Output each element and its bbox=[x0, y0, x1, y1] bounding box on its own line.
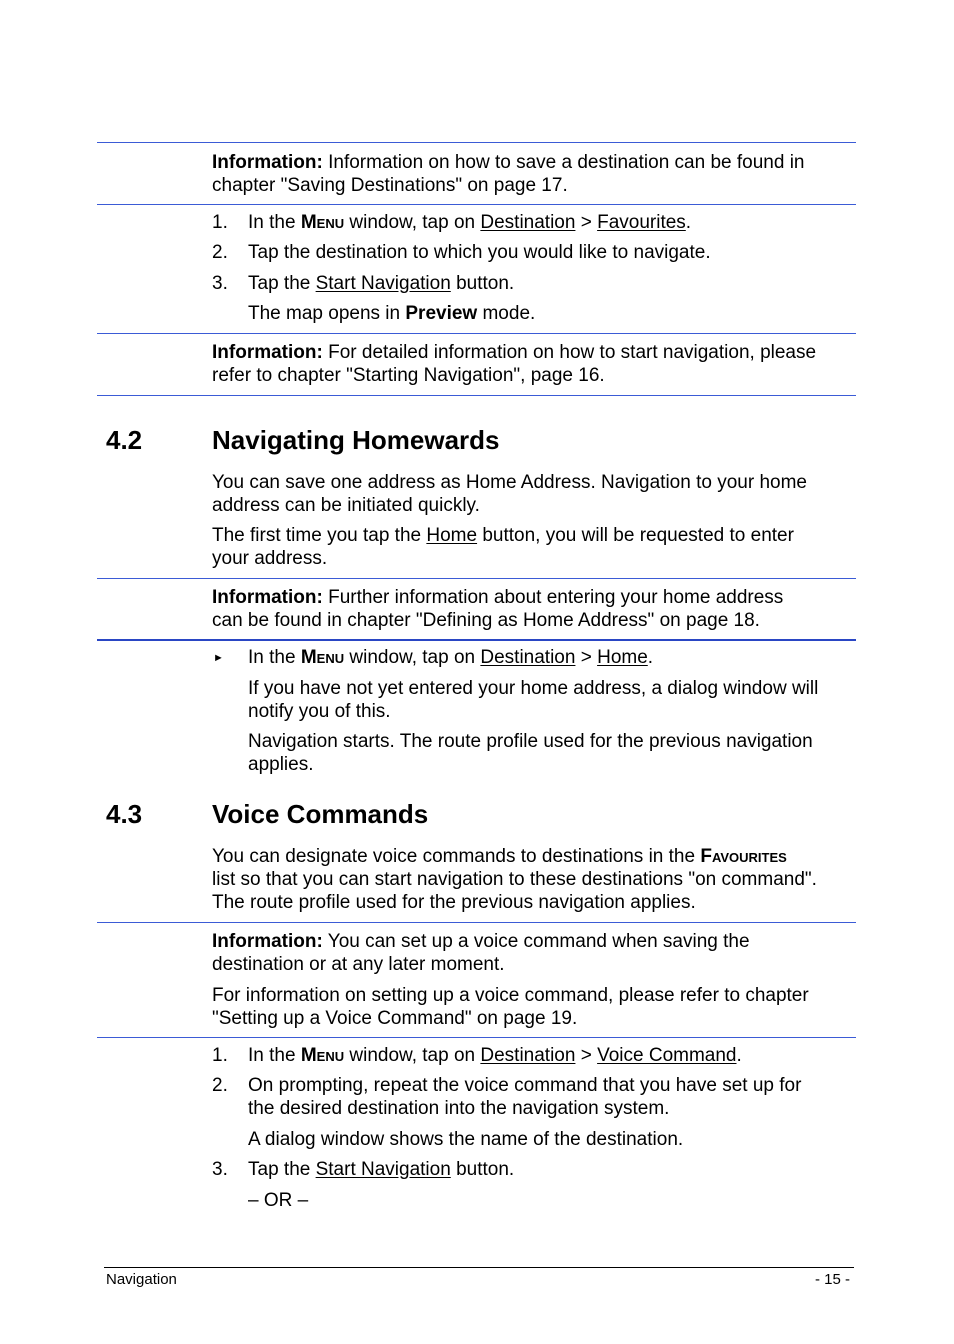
paragraph: You can save one address as Home Address. Navigation to your home address can be initiated quickly. bbox=[212, 472, 807, 516]
menu-label: Menu bbox=[300, 647, 345, 668]
paragraph: You can designate voice commands to destinations in the Favourites list so that you can start navigation to these destinations "on command". The route profile used for the previous navigation applies. bbox=[212, 846, 817, 913]
info-divider-bottom bbox=[97, 1037, 856, 1038]
info-note-voice-command-ref: For information on setting up a voice command, please refer to chapter "Setting up a Voice Command" on page 19. bbox=[212, 985, 809, 1029]
step-2-text: On prompting, repeat the voice command that you have set up for the desired destination into the navigation system. bbox=[248, 1075, 802, 1119]
destination-link[interactable]: Destination bbox=[480, 212, 576, 233]
footer-page-number: - 15 - bbox=[814, 1271, 850, 1288]
section-number: 4.3 bbox=[106, 799, 143, 829]
step-3-text: Tap the Start Navigation button. bbox=[248, 1159, 515, 1180]
info-divider-top bbox=[97, 333, 856, 334]
favourites-label: Favourites bbox=[700, 846, 787, 867]
info-divider-top bbox=[97, 578, 856, 579]
home-link[interactable]: Home bbox=[597, 647, 648, 668]
info-label: Information: bbox=[212, 342, 323, 363]
section-number: 4.2 bbox=[106, 425, 143, 455]
step-3-text: Tap the Start Navigation button. bbox=[248, 273, 515, 294]
home-link[interactable]: Home bbox=[426, 525, 478, 546]
preview-mode-label: Preview bbox=[405, 303, 478, 324]
info-note-start-navigation bbox=[212, 341, 857, 387]
step-number: 1. bbox=[212, 212, 228, 233]
info-text: Information on how to save a destination can be found in bbox=[322, 152, 805, 173]
info-text: can be found in chapter "Defining as Home Address" on page 18. bbox=[212, 610, 760, 631]
info-label: Information: bbox=[212, 587, 323, 608]
info-label: Information: bbox=[212, 931, 323, 952]
info-text: destination or at any later moment. bbox=[212, 954, 505, 975]
step-result: Navigation starts. The route profile used for the previous navigation applies. bbox=[248, 731, 813, 775]
or-separator: – OR – bbox=[248, 1190, 309, 1211]
start-navigation-link[interactable]: Start Navigation bbox=[315, 1159, 451, 1180]
menu-label: Menu bbox=[300, 1045, 345, 1066]
info-label: Information: bbox=[212, 152, 323, 173]
info-divider-bottom bbox=[97, 395, 856, 396]
step-result: The map opens in Preview mode. bbox=[248, 303, 536, 324]
step-number: 1. bbox=[212, 1045, 228, 1066]
step-result: A dialog window shows the name of the destination. bbox=[248, 1129, 684, 1150]
step-2-text: Tap the destination to which you would like to navigate. bbox=[248, 242, 711, 263]
step-number: 2. bbox=[212, 1075, 228, 1096]
step-number: 2. bbox=[212, 242, 228, 263]
info-note-voice-command bbox=[212, 930, 857, 976]
step-result: If you have not yet entered your home address, a dialog window will notify you of this. bbox=[248, 678, 819, 722]
destination-link[interactable]: Destination bbox=[480, 647, 576, 668]
info-note-home-address bbox=[212, 586, 857, 632]
voice-command-link[interactable]: Voice Command bbox=[597, 1045, 737, 1066]
info-divider-top bbox=[97, 922, 856, 923]
section-title: Voice Commands bbox=[212, 799, 429, 829]
info-text: For detailed information on how to start navigation, please bbox=[322, 342, 817, 363]
bullet-arrow-icon: ► bbox=[213, 652, 224, 664]
info-divider-bottom bbox=[97, 204, 856, 205]
bullet-step-text: In the Menu window, tap on Destination > Home. bbox=[248, 647, 654, 668]
info-text: chapter "Saving Destinations" on page 17. bbox=[212, 175, 568, 196]
paragraph: The first time you tap the Home button, you will be requested to enter your address. bbox=[212, 525, 794, 569]
menu-label: Menu bbox=[300, 212, 345, 233]
destination-link[interactable]: Destination bbox=[480, 1045, 576, 1066]
start-navigation-link[interactable]: Start Navigation bbox=[315, 273, 451, 294]
info-note-saving bbox=[212, 151, 857, 197]
info-divider-bottom bbox=[97, 639, 856, 641]
step-number: 3. bbox=[212, 273, 228, 294]
info-text: You can set up a voice command when saving the bbox=[322, 931, 750, 952]
step-number: 3. bbox=[212, 1159, 228, 1180]
info-text: Further information about entering your home address bbox=[322, 587, 784, 608]
favourites-link[interactable]: Favourites bbox=[597, 212, 686, 233]
footer-rule bbox=[104, 1267, 854, 1268]
info-text: refer to chapter "Starting Navigation", page 16. bbox=[212, 365, 605, 386]
step-1-text: In the Menu window, tap on Destination > Favourites. bbox=[248, 212, 692, 233]
footer-chapter: Navigation bbox=[106, 1271, 177, 1288]
section-title: Navigating Homewards bbox=[212, 425, 500, 455]
step-1-text: In the Menu window, tap on Destination > Voice Command. bbox=[248, 1045, 742, 1066]
info-divider-top bbox=[97, 142, 856, 143]
